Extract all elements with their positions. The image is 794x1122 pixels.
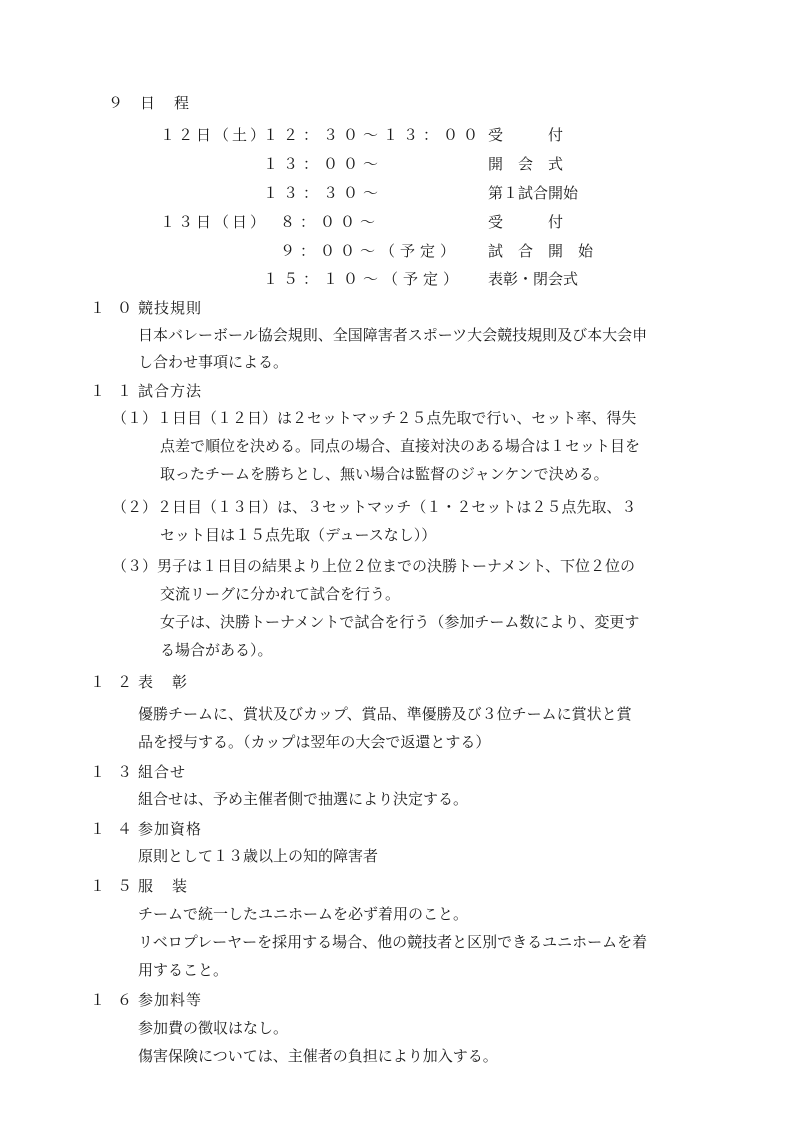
section-13-number: １３	[90, 763, 145, 781]
section-15-number: １５	[90, 877, 145, 895]
section-11-item-2-line-1: （２）２日目（１３日）は、３セットマッチ（１・２セットは２５点先取、３	[112, 498, 637, 516]
section-14-number: １４	[90, 820, 145, 838]
section-10-title: 競技規則	[138, 299, 203, 317]
section-11-item-3-line-2: 交流リーグに分かれて試合を行う。	[160, 585, 401, 603]
section-16-line-1: 参加費の徴収はなし。	[138, 1019, 289, 1037]
section-16-title: 参加料等	[138, 991, 203, 1009]
section-16-line-2: 傷害保険については、主催者の負担により加入する。	[138, 1047, 498, 1065]
section-11-item-3-line-1: （３）男子は１日目の結果より上位２位までの決勝トーナメント、下位２位の	[112, 557, 636, 575]
section-11-item-1-line-1: （１）１日目（１２日）は２セットマッチ２５点先取で行い、セット率、得失	[112, 409, 637, 427]
section-12-number: １２	[90, 673, 145, 691]
section-16-number: １６	[90, 991, 145, 1009]
schedule-day-2: １３日（日）	[160, 213, 269, 231]
section-15-line-2: リベロプレーヤーを採用する場合、他の競技者と区別できるユニホームを着	[138, 933, 648, 951]
schedule-time-5: ９：００〜（予定）	[280, 242, 461, 260]
section-11-item-3-line-4: る場合がある）。	[160, 641, 273, 659]
schedule-event-6: 表彰・閉会式	[488, 270, 579, 288]
section-11-title: 試合方法	[138, 382, 203, 400]
section-9-title: 日 程	[140, 94, 192, 112]
section-11-item-2-line-2: セット目は１５点先取（デュースなし））	[160, 526, 437, 544]
section-13-title: 組合せ	[138, 763, 187, 781]
section-9-number: ９	[108, 94, 136, 112]
schedule-time-4: ８：００〜	[280, 213, 381, 231]
section-10-line-2: し合わせ事項による。	[138, 353, 289, 371]
schedule-time-3: １３：３０〜	[263, 184, 384, 202]
schedule-event-4: 受 付	[488, 213, 564, 231]
schedule-event-2: 開 会 式	[488, 155, 564, 173]
section-11-item-1-line-2: 点差で順位を決める。同点の場合、直接対決のある場合は１セット目を	[160, 437, 641, 455]
section-11-item-3-line-3: 女子は、決勝トーナメントで試合を行う（参加チーム数により、変更す	[160, 613, 640, 631]
section-12-line-1: 優勝チームに、賞状及びカップ、賞品、準優勝及び３位チームに賞状と賞	[138, 705, 632, 723]
schedule-event-1: 受 付	[488, 126, 564, 144]
schedule-time-6: １５：１０〜（予定）	[263, 270, 464, 288]
section-14-line-1: 原則として１３歳以上の知的障害者	[138, 847, 379, 865]
schedule-time-1: １２：３０〜１３：００	[263, 126, 484, 144]
schedule-event-3: 第１試合開始	[488, 184, 579, 202]
section-13-line-1: 組合せは、予め主催者側で抽選により決定する。	[138, 790, 469, 808]
section-10-line-1: 日本バレーボール協会規則、全国障害者スポーツ大会競技規則及び本大会申	[138, 326, 648, 344]
section-11-item-1-line-3: 取ったチームを勝ちとし、無い場合は監督のジャンケンで決める。	[160, 465, 609, 483]
section-11-number: １１	[90, 382, 145, 400]
section-15-line-3: 用すること。	[138, 961, 229, 979]
schedule-event-5: 試 合 開 始	[488, 242, 594, 260]
section-12-title: 表 彰	[138, 673, 190, 691]
schedule-day-1: １２日（土）	[160, 126, 269, 144]
section-12-line-2: 品を授与する。（カップは翌年の大会で返還とする）	[138, 733, 491, 751]
section-15-line-1: チームで統一したユニホームを必ず着用のこと。	[138, 905, 469, 923]
schedule-time-2: １３：００〜	[263, 155, 384, 173]
section-10-number: １０	[90, 299, 145, 317]
section-14-title: 参加資格	[138, 820, 203, 838]
section-15-title: 服 装	[138, 877, 190, 895]
